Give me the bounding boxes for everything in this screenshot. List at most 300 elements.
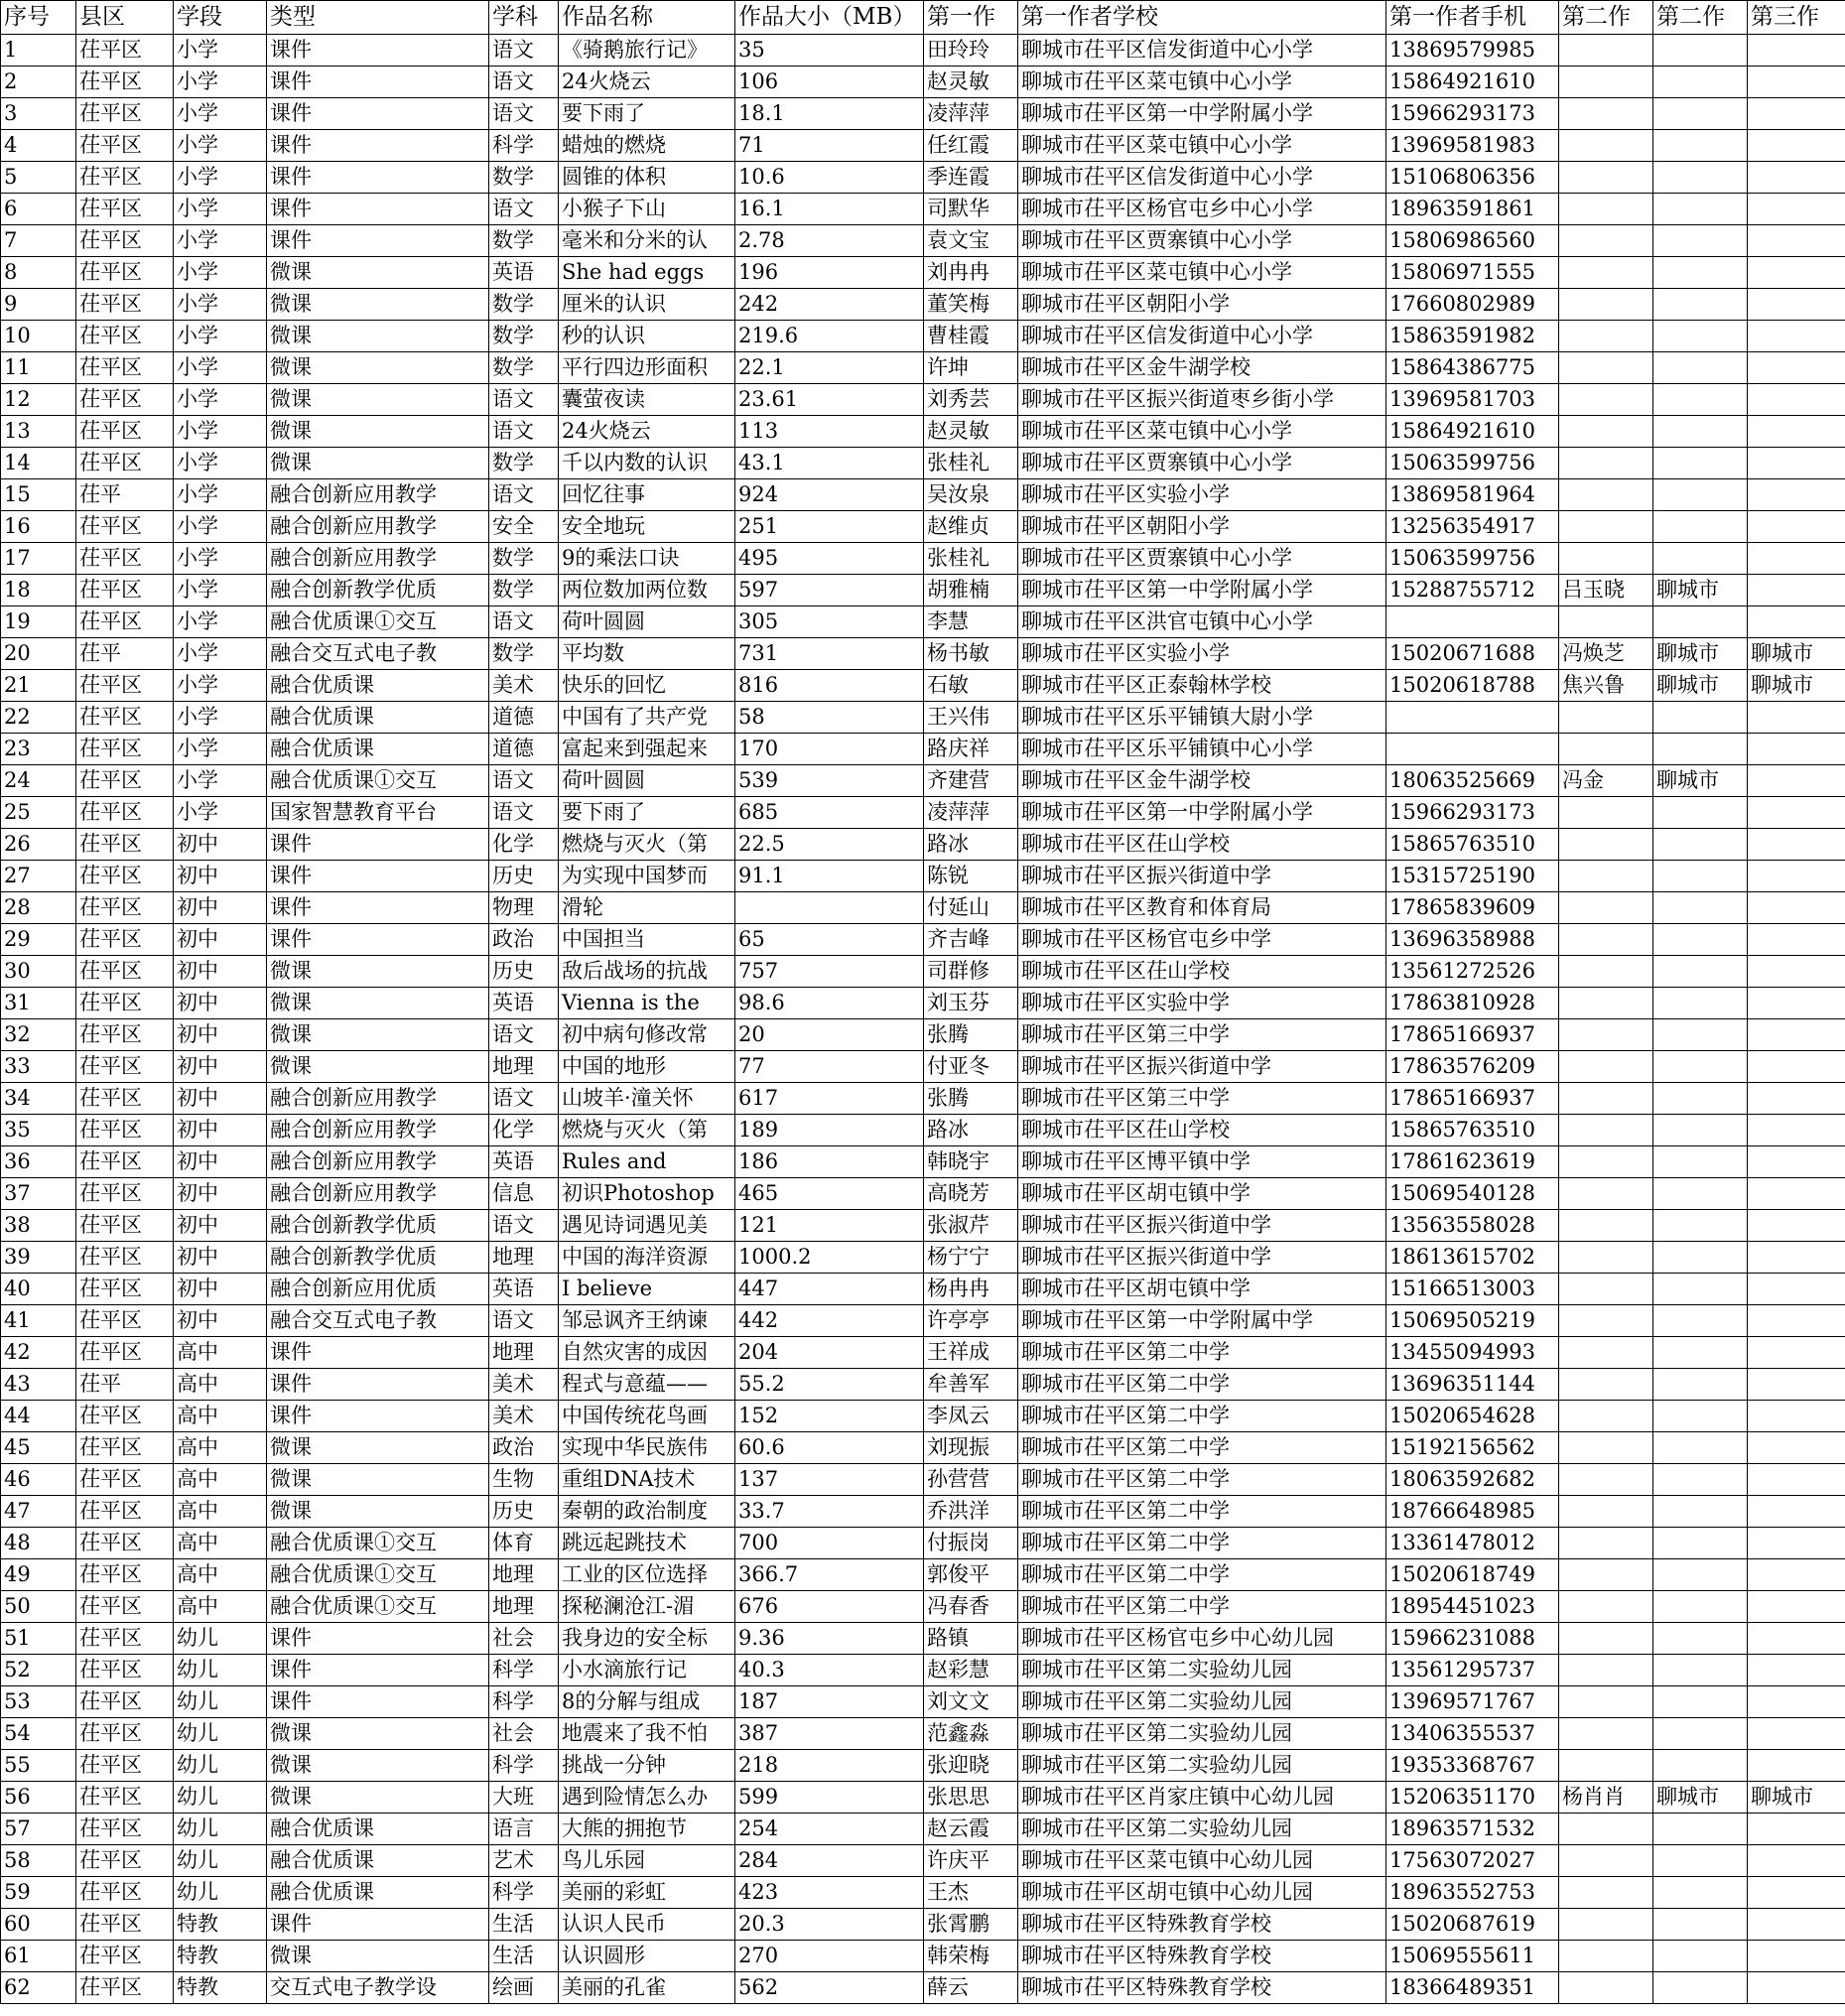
- cell-col-author3[interactable]: [1748, 956, 1845, 988]
- cell-col-author3[interactable]: [1748, 67, 1845, 98]
- cell-col-author1[interactable]: 张霄鹏: [924, 1909, 1018, 1941]
- cell-col-type[interactable]: 课件: [267, 35, 489, 67]
- cell-col-size[interactable]: 251: [735, 511, 924, 543]
- cell-col-phone[interactable]: 18063525669: [1386, 765, 1559, 797]
- cell-col-author2-unit[interactable]: [1653, 448, 1748, 479]
- cell-col-size[interactable]: 442: [735, 1305, 924, 1337]
- cell-col-subject[interactable]: 地理: [489, 1559, 559, 1591]
- cell-col-phone[interactable]: 13361478012: [1386, 1528, 1559, 1559]
- cell-col-author1[interactable]: 杨书敏: [924, 638, 1018, 670]
- cell-col-index[interactable]: 34: [1, 1083, 76, 1115]
- cell-col-subject[interactable]: 体育: [489, 1528, 559, 1559]
- cell-col-stage[interactable]: 小学: [174, 289, 267, 321]
- cell-col-district[interactable]: 茌平区: [76, 1591, 174, 1623]
- cell-col-author3[interactable]: [1748, 543, 1845, 575]
- cell-col-author2-unit[interactable]: [1653, 702, 1748, 734]
- cell-col-title[interactable]: 工业的区位选择: [559, 1559, 735, 1591]
- cell-col-school[interactable]: 聊城市茌平区菜屯镇中心小学: [1018, 257, 1386, 289]
- cell-col-district[interactable]: 茌平区: [76, 670, 174, 702]
- cell-col-title[interactable]: 24火烧云: [559, 67, 735, 98]
- cell-col-title[interactable]: 挑战一分钟: [559, 1750, 735, 1782]
- cell-col-author2-unit[interactable]: [1653, 988, 1748, 1019]
- cell-col-subject[interactable]: 数学: [489, 289, 559, 321]
- cell-col-author3[interactable]: [1748, 1591, 1845, 1623]
- cell-col-size[interactable]: 816: [735, 670, 924, 702]
- cell-col-size[interactable]: 22.1: [735, 352, 924, 384]
- cell-col-district[interactable]: 茌平区: [76, 1845, 174, 1877]
- cell-col-stage[interactable]: 小学: [174, 511, 267, 543]
- cell-col-stage[interactable]: 小学: [174, 130, 267, 162]
- cell-col-author3[interactable]: [1748, 606, 1845, 638]
- cell-col-author1[interactable]: 季连霞: [924, 162, 1018, 194]
- cell-col-size[interactable]: 700: [735, 1528, 924, 1559]
- cell-col-author2[interactable]: [1559, 194, 1653, 225]
- cell-col-district[interactable]: 茌平区: [76, 1909, 174, 1941]
- cell-col-stage[interactable]: 初中: [174, 988, 267, 1019]
- cell-col-author3[interactable]: [1748, 321, 1845, 352]
- cell-col-author2-unit[interactable]: [1653, 924, 1748, 956]
- cell-col-author1[interactable]: 范鑫淼: [924, 1718, 1018, 1750]
- cell-col-type[interactable]: 微课: [267, 416, 489, 448]
- cell-col-author2[interactable]: [1559, 1877, 1653, 1909]
- cell-col-author2-unit[interactable]: [1653, 1877, 1748, 1909]
- cell-col-author2[interactable]: [1559, 924, 1653, 956]
- cell-col-size[interactable]: 562: [735, 1972, 924, 2004]
- cell-col-type[interactable]: 融合优质课: [267, 1814, 489, 1845]
- cell-col-phone[interactable]: 17660802989: [1386, 289, 1559, 321]
- cell-col-author1[interactable]: 吴汝泉: [924, 479, 1018, 511]
- cell-col-index[interactable]: 58: [1, 1845, 76, 1877]
- cell-col-author2-unit[interactable]: [1653, 1623, 1748, 1655]
- cell-col-school[interactable]: 聊城市茌平区振兴街道中学: [1018, 1210, 1386, 1242]
- cell-col-size[interactable]: 924: [735, 479, 924, 511]
- cell-col-index[interactable]: 46: [1, 1464, 76, 1496]
- cell-col-author2[interactable]: [1559, 162, 1653, 194]
- cell-col-stage[interactable]: 初中: [174, 829, 267, 861]
- cell-col-author3[interactable]: [1748, 1432, 1845, 1464]
- cell-col-author2-unit[interactable]: [1653, 1432, 1748, 1464]
- cell-col-author1[interactable]: 王兴伟: [924, 702, 1018, 734]
- cell-col-subject[interactable]: 美术: [489, 1401, 559, 1432]
- cell-col-type[interactable]: 微课: [267, 257, 489, 289]
- cell-col-author3[interactable]: [1748, 1464, 1845, 1496]
- cell-col-author1[interactable]: 付振岗: [924, 1528, 1018, 1559]
- cell-col-phone[interactable]: 17865166937: [1386, 1083, 1559, 1115]
- cell-col-school[interactable]: 聊城市茌平区特殊教育学校: [1018, 1941, 1386, 1972]
- cell-col-district[interactable]: 茌平区: [76, 448, 174, 479]
- cell-col-index[interactable]: 33: [1, 1051, 76, 1083]
- cell-col-author2[interactable]: [1559, 416, 1653, 448]
- cell-col-district[interactable]: 茌平区: [76, 1941, 174, 1972]
- cell-col-phone[interactable]: 15966293173: [1386, 797, 1559, 829]
- cell-col-subject[interactable]: 政治: [489, 1432, 559, 1464]
- cell-col-author3[interactable]: [1748, 988, 1845, 1019]
- cell-col-author3[interactable]: [1748, 1814, 1845, 1845]
- cell-col-author2[interactable]: [1559, 1401, 1653, 1432]
- cell-col-title[interactable]: 遇见诗词遇见美: [559, 1210, 735, 1242]
- cell-col-index[interactable]: 45: [1, 1432, 76, 1464]
- cell-col-author2-unit[interactable]: [1653, 956, 1748, 988]
- cell-col-index[interactable]: 5: [1, 162, 76, 194]
- cell-col-school[interactable]: 聊城市茌平区第二实验幼儿园: [1018, 1655, 1386, 1686]
- cell-col-author3[interactable]: 聊城市: [1748, 1782, 1845, 1814]
- cell-col-author1[interactable]: 齐建营: [924, 765, 1018, 797]
- cell-col-author2[interactable]: [1559, 1274, 1653, 1305]
- cell-col-author2-unit[interactable]: [1653, 1464, 1748, 1496]
- cell-col-title[interactable]: 大熊的拥抱节: [559, 1814, 735, 1845]
- cell-col-author1[interactable]: 许亭亭: [924, 1305, 1018, 1337]
- cell-col-district[interactable]: 茌平区: [76, 416, 174, 448]
- cell-col-author2-unit[interactable]: [1653, 1369, 1748, 1401]
- cell-col-type[interactable]: 融合交互式电子教: [267, 638, 489, 670]
- cell-col-author3[interactable]: [1748, 1496, 1845, 1528]
- cell-col-school[interactable]: 聊城市茌平区博平镇中学: [1018, 1146, 1386, 1178]
- cell-col-subject[interactable]: 生活: [489, 1909, 559, 1941]
- cell-col-school[interactable]: 聊城市茌平区信发街道中心小学: [1018, 321, 1386, 352]
- cell-col-subject[interactable]: 安全: [489, 511, 559, 543]
- cell-col-stage[interactable]: 幼儿: [174, 1623, 267, 1655]
- cell-col-phone[interactable]: 13561272526: [1386, 956, 1559, 988]
- cell-col-author1[interactable]: 赵彩慧: [924, 1655, 1018, 1686]
- cell-col-author1[interactable]: 张迎晓: [924, 1750, 1018, 1782]
- cell-col-type[interactable]: 课件: [267, 194, 489, 225]
- cell-col-phone[interactable]: 15020618788: [1386, 670, 1559, 702]
- cell-col-author2[interactable]: [1559, 1718, 1653, 1750]
- cell-col-type[interactable]: 融合创新应用教学: [267, 543, 489, 575]
- cell-col-author2[interactable]: [1559, 734, 1653, 765]
- cell-col-type[interactable]: 微课: [267, 1782, 489, 1814]
- cell-col-title[interactable]: 富起来到强起来: [559, 734, 735, 765]
- cell-col-phone[interactable]: 13406355537: [1386, 1718, 1559, 1750]
- cell-col-subject[interactable]: 语文: [489, 384, 559, 416]
- cell-col-type[interactable]: 微课: [267, 321, 489, 352]
- cell-col-type[interactable]: 课件: [267, 861, 489, 892]
- cell-col-size[interactable]: 685: [735, 797, 924, 829]
- cell-col-stage[interactable]: 高中: [174, 1528, 267, 1559]
- cell-col-author3[interactable]: [1748, 384, 1845, 416]
- cell-col-author3[interactable]: [1748, 257, 1845, 289]
- cell-col-type[interactable]: 融合创新应用优质: [267, 1274, 489, 1305]
- cell-col-author1[interactable]: 张桂礼: [924, 543, 1018, 575]
- cell-col-district[interactable]: 茌平区: [76, 1528, 174, 1559]
- cell-col-school[interactable]: 聊城市茌平区第二中学: [1018, 1528, 1386, 1559]
- header-col-author1[interactable]: 第一作: [924, 1, 1018, 35]
- cell-col-title[interactable]: 《骑鹅旅行记》: [559, 35, 735, 67]
- cell-col-school[interactable]: 聊城市茌平区贾寨镇中心小学: [1018, 543, 1386, 575]
- cell-col-school[interactable]: 聊城市茌平区第一中学附属小学: [1018, 797, 1386, 829]
- cell-col-stage[interactable]: 小学: [174, 384, 267, 416]
- cell-col-author2-unit[interactable]: [1653, 1146, 1748, 1178]
- cell-col-subject[interactable]: 语文: [489, 35, 559, 67]
- cell-col-subject[interactable]: 语文: [489, 765, 559, 797]
- cell-col-index[interactable]: 25: [1, 797, 76, 829]
- cell-col-author1[interactable]: 路冰: [924, 1115, 1018, 1146]
- cell-col-phone[interactable]: 15864921610: [1386, 67, 1559, 98]
- cell-col-size[interactable]: 43.1: [735, 448, 924, 479]
- cell-col-district[interactable]: 茌平区: [76, 1305, 174, 1337]
- cell-col-type[interactable]: 融合创新应用教学: [267, 1146, 489, 1178]
- cell-col-title[interactable]: 小水滴旅行记: [559, 1655, 735, 1686]
- cell-col-phone[interactable]: 15192156562: [1386, 1432, 1559, 1464]
- header-col-stage[interactable]: 学段: [174, 1, 267, 35]
- cell-col-subject[interactable]: 数学: [489, 162, 559, 194]
- cell-col-school[interactable]: 聊城市茌平区第三中学: [1018, 1083, 1386, 1115]
- cell-col-author2-unit[interactable]: 聊城市: [1653, 575, 1748, 606]
- cell-col-size[interactable]: 465: [735, 1178, 924, 1210]
- cell-col-stage[interactable]: 小学: [174, 35, 267, 67]
- cell-col-stage[interactable]: 幼儿: [174, 1782, 267, 1814]
- cell-col-stage[interactable]: 小学: [174, 479, 267, 511]
- cell-col-author3[interactable]: [1748, 1909, 1845, 1941]
- cell-col-author2[interactable]: [1559, 1591, 1653, 1623]
- cell-col-author2[interactable]: [1559, 1528, 1653, 1559]
- cell-col-index[interactable]: 19: [1, 606, 76, 638]
- cell-col-district[interactable]: 茌平区: [76, 1655, 174, 1686]
- cell-col-stage[interactable]: 高中: [174, 1337, 267, 1369]
- cell-col-district[interactable]: 茌平: [76, 479, 174, 511]
- cell-col-school[interactable]: 聊城市茌平区杨官屯乡中学: [1018, 924, 1386, 956]
- cell-col-school[interactable]: 聊城市茌平区胡屯镇中心幼儿园: [1018, 1877, 1386, 1909]
- cell-col-author2-unit[interactable]: [1653, 67, 1748, 98]
- cell-col-author3[interactable]: [1748, 1210, 1845, 1242]
- cell-col-school[interactable]: 聊城市茌平区菜屯镇中心小学: [1018, 416, 1386, 448]
- cell-col-author2[interactable]: [1559, 98, 1653, 130]
- cell-col-title[interactable]: 千以内数的认识: [559, 448, 735, 479]
- cell-col-district[interactable]: 茌平区: [76, 765, 174, 797]
- cell-col-author2[interactable]: [1559, 1146, 1653, 1178]
- cell-col-title[interactable]: Rules and: [559, 1146, 735, 1178]
- cell-col-size[interactable]: 254: [735, 1814, 924, 1845]
- cell-col-size[interactable]: 599: [735, 1782, 924, 1814]
- cell-col-stage[interactable]: 初中: [174, 1083, 267, 1115]
- cell-col-phone[interactable]: 15069505219: [1386, 1305, 1559, 1337]
- cell-col-author2-unit[interactable]: [1653, 416, 1748, 448]
- cell-col-author2-unit[interactable]: [1653, 1528, 1748, 1559]
- cell-col-stage[interactable]: 幼儿: [174, 1877, 267, 1909]
- cell-col-school[interactable]: 聊城市茌平区第二中学: [1018, 1337, 1386, 1369]
- cell-col-size[interactable]: 18.1: [735, 98, 924, 130]
- cell-col-index[interactable]: 52: [1, 1655, 76, 1686]
- cell-col-school[interactable]: 聊城市茌平区茌山学校: [1018, 1115, 1386, 1146]
- cell-col-subject[interactable]: 化学: [489, 829, 559, 861]
- cell-col-type[interactable]: 课件: [267, 1655, 489, 1686]
- cell-col-index[interactable]: 57: [1, 1814, 76, 1845]
- cell-col-subject[interactable]: 历史: [489, 861, 559, 892]
- cell-col-author1[interactable]: 刘现振: [924, 1432, 1018, 1464]
- cell-col-phone[interactable]: 15020687619: [1386, 1909, 1559, 1941]
- cell-col-title[interactable]: 要下雨了: [559, 98, 735, 130]
- cell-col-author2[interactable]: [1559, 1686, 1653, 1718]
- cell-col-size[interactable]: 242: [735, 289, 924, 321]
- cell-col-size[interactable]: 91.1: [735, 861, 924, 892]
- cell-col-author1[interactable]: 付延山: [924, 892, 1018, 924]
- cell-col-author1[interactable]: 路庆祥: [924, 734, 1018, 765]
- cell-col-size[interactable]: 55.2: [735, 1369, 924, 1401]
- cell-col-stage[interactable]: 小学: [174, 352, 267, 384]
- cell-col-index[interactable]: 30: [1, 956, 76, 988]
- cell-col-stage[interactable]: 幼儿: [174, 1718, 267, 1750]
- cell-col-author2-unit[interactable]: [1653, 257, 1748, 289]
- cell-col-school[interactable]: 聊城市茌平区第二中学: [1018, 1432, 1386, 1464]
- cell-col-subject[interactable]: 数学: [489, 543, 559, 575]
- cell-col-index[interactable]: 17: [1, 543, 76, 575]
- cell-col-district[interactable]: 茌平区: [76, 702, 174, 734]
- cell-col-author2-unit[interactable]: [1653, 1909, 1748, 1941]
- cell-col-size[interactable]: 98.6: [735, 988, 924, 1019]
- cell-col-district[interactable]: 茌平区: [76, 892, 174, 924]
- cell-col-title[interactable]: 秒的认识: [559, 321, 735, 352]
- cell-col-author1[interactable]: 董笑梅: [924, 289, 1018, 321]
- cell-col-author2[interactable]: [1559, 1623, 1653, 1655]
- cell-col-title[interactable]: 山坡羊·潼关怀: [559, 1083, 735, 1115]
- cell-col-phone[interactable]: 15206351170: [1386, 1782, 1559, 1814]
- cell-col-school[interactable]: 聊城市茌平区贾寨镇中心小学: [1018, 225, 1386, 257]
- cell-col-school[interactable]: 聊城市茌平区朝阳小学: [1018, 289, 1386, 321]
- cell-col-size[interactable]: 33.7: [735, 1496, 924, 1528]
- cell-col-author2[interactable]: [1559, 702, 1653, 734]
- header-col-phone[interactable]: 第一作者手机: [1386, 1, 1559, 35]
- cell-col-author2-unit[interactable]: [1653, 1655, 1748, 1686]
- cell-col-subject[interactable]: 美术: [489, 670, 559, 702]
- cell-col-author3[interactable]: [1748, 1718, 1845, 1750]
- cell-col-index[interactable]: 20: [1, 638, 76, 670]
- cell-col-author2[interactable]: [1559, 511, 1653, 543]
- cell-col-author3[interactable]: [1748, 448, 1845, 479]
- cell-col-size[interactable]: 71: [735, 130, 924, 162]
- cell-col-author1[interactable]: 赵云霞: [924, 1814, 1018, 1845]
- cell-col-author3[interactable]: [1748, 1305, 1845, 1337]
- header-col-district[interactable]: 县区: [76, 1, 174, 35]
- cell-col-stage[interactable]: 初中: [174, 1274, 267, 1305]
- cell-col-district[interactable]: 茌平区: [76, 1051, 174, 1083]
- cell-col-author1[interactable]: 牟善军: [924, 1369, 1018, 1401]
- cell-col-phone[interactable]: 13561295737: [1386, 1655, 1559, 1686]
- cell-col-title[interactable]: 探秘澜沧江-湄: [559, 1591, 735, 1623]
- cell-col-title[interactable]: 荷叶圆圆: [559, 606, 735, 638]
- cell-col-index[interactable]: 26: [1, 829, 76, 861]
- cell-col-subject[interactable]: 数学: [489, 321, 559, 352]
- cell-col-district[interactable]: 茌平区: [76, 797, 174, 829]
- cell-col-author1[interactable]: 赵维贞: [924, 511, 1018, 543]
- cell-col-author2[interactable]: [1559, 1845, 1653, 1877]
- cell-col-title[interactable]: 快乐的回忆: [559, 670, 735, 702]
- cell-col-phone[interactable]: 18063592682: [1386, 1464, 1559, 1496]
- cell-col-title[interactable]: 要下雨了: [559, 797, 735, 829]
- cell-col-author2-unit[interactable]: [1653, 1401, 1748, 1432]
- cell-col-district[interactable]: 茌平区: [76, 162, 174, 194]
- cell-col-author1[interactable]: 许庆平: [924, 1845, 1018, 1877]
- cell-col-school[interactable]: 聊城市茌平区第二中学: [1018, 1464, 1386, 1496]
- cell-col-phone[interactable]: 15106806356: [1386, 162, 1559, 194]
- cell-col-type[interactable]: 融合优质课①交互: [267, 606, 489, 638]
- cell-col-author3[interactable]: [1748, 1337, 1845, 1369]
- cell-col-stage[interactable]: 初中: [174, 1305, 267, 1337]
- cell-col-title[interactable]: 中国担当: [559, 924, 735, 956]
- cell-col-author1[interactable]: 王杰: [924, 1877, 1018, 1909]
- cell-col-title[interactable]: 中国有了共产党: [559, 702, 735, 734]
- cell-col-stage[interactable]: 初中: [174, 1115, 267, 1146]
- header-col-author3[interactable]: 第三作: [1748, 1, 1845, 35]
- cell-col-author2[interactable]: [1559, 1432, 1653, 1464]
- cell-col-size[interactable]: 219.6: [735, 321, 924, 352]
- cell-col-phone[interactable]: 13256354917: [1386, 511, 1559, 543]
- cell-col-stage[interactable]: 小学: [174, 543, 267, 575]
- cell-col-district[interactable]: 茌平区: [76, 1083, 174, 1115]
- cell-col-district[interactable]: 茌平区: [76, 1274, 174, 1305]
- cell-col-district[interactable]: 茌平区: [76, 67, 174, 98]
- cell-col-phone[interactable]: 13969571767: [1386, 1686, 1559, 1718]
- cell-col-type[interactable]: 融合优质课: [267, 734, 489, 765]
- cell-col-subject[interactable]: 道德: [489, 702, 559, 734]
- cell-col-author2[interactable]: [1559, 1019, 1653, 1051]
- cell-col-author1[interactable]: 孙营营: [924, 1464, 1018, 1496]
- cell-col-author2[interactable]: [1559, 797, 1653, 829]
- cell-col-author2[interactable]: [1559, 988, 1653, 1019]
- cell-col-school[interactable]: 聊城市茌平区第二实验幼儿园: [1018, 1814, 1386, 1845]
- cell-col-size[interactable]: 23.61: [735, 384, 924, 416]
- cell-col-author3[interactable]: [1748, 1559, 1845, 1591]
- cell-col-type[interactable]: 国家智慧教育平台: [267, 797, 489, 829]
- cell-col-size[interactable]: 187: [735, 1686, 924, 1718]
- cell-col-type[interactable]: 课件: [267, 1337, 489, 1369]
- cell-col-title[interactable]: 秦朝的政治制度: [559, 1496, 735, 1528]
- cell-col-stage[interactable]: 幼儿: [174, 1845, 267, 1877]
- cell-col-stage[interactable]: 幼儿: [174, 1655, 267, 1686]
- cell-col-district[interactable]: 茌平区: [76, 956, 174, 988]
- cell-col-author1[interactable]: 齐吉峰: [924, 924, 1018, 956]
- cell-col-index[interactable]: 44: [1, 1401, 76, 1432]
- cell-col-subject[interactable]: 大班: [489, 1782, 559, 1814]
- cell-col-author2-unit[interactable]: [1653, 1051, 1748, 1083]
- cell-col-author2-unit[interactable]: [1653, 1210, 1748, 1242]
- cell-col-type[interactable]: 课件: [267, 130, 489, 162]
- cell-col-author2-unit[interactable]: [1653, 1718, 1748, 1750]
- cell-col-type[interactable]: 融合优质课: [267, 702, 489, 734]
- cell-col-author1[interactable]: 李凤云: [924, 1401, 1018, 1432]
- cell-col-school[interactable]: 聊城市茌平区第二中学: [1018, 1496, 1386, 1528]
- cell-col-author1[interactable]: 许坤: [924, 352, 1018, 384]
- cell-col-stage[interactable]: 高中: [174, 1591, 267, 1623]
- cell-col-author2[interactable]: [1559, 130, 1653, 162]
- cell-col-title[interactable]: 荷叶圆圆: [559, 765, 735, 797]
- cell-col-index[interactable]: 14: [1, 448, 76, 479]
- cell-col-type[interactable]: 微课: [267, 1051, 489, 1083]
- cell-col-title[interactable]: 认识圆形: [559, 1941, 735, 1972]
- cell-col-index[interactable]: 51: [1, 1623, 76, 1655]
- cell-col-author3[interactable]: [1748, 734, 1845, 765]
- cell-col-index[interactable]: 47: [1, 1496, 76, 1528]
- cell-col-subject[interactable]: 语文: [489, 67, 559, 98]
- cell-col-district[interactable]: 茌平区: [76, 1686, 174, 1718]
- cell-col-author2[interactable]: [1559, 1210, 1653, 1242]
- cell-col-stage[interactable]: 小学: [174, 448, 267, 479]
- cell-col-type[interactable]: 微课: [267, 1496, 489, 1528]
- cell-col-subject[interactable]: 语文: [489, 416, 559, 448]
- cell-col-district[interactable]: 茌平区: [76, 924, 174, 956]
- cell-col-size[interactable]: 284: [735, 1845, 924, 1877]
- cell-col-title[interactable]: Vienna is the: [559, 988, 735, 1019]
- cell-col-author3[interactable]: [1748, 765, 1845, 797]
- cell-col-author1[interactable]: 李慧: [924, 606, 1018, 638]
- cell-col-phone[interactable]: 15315725190: [1386, 861, 1559, 892]
- cell-col-subject[interactable]: 英语: [489, 257, 559, 289]
- cell-col-author3[interactable]: [1748, 1242, 1845, 1274]
- header-col-school[interactable]: 第一作者学校: [1018, 1, 1386, 35]
- cell-col-author2-unit[interactable]: [1653, 861, 1748, 892]
- cell-col-phone[interactable]: 15806971555: [1386, 257, 1559, 289]
- cell-col-author2-unit[interactable]: 聊城市: [1653, 1782, 1748, 1814]
- cell-col-subject[interactable]: 语文: [489, 1019, 559, 1051]
